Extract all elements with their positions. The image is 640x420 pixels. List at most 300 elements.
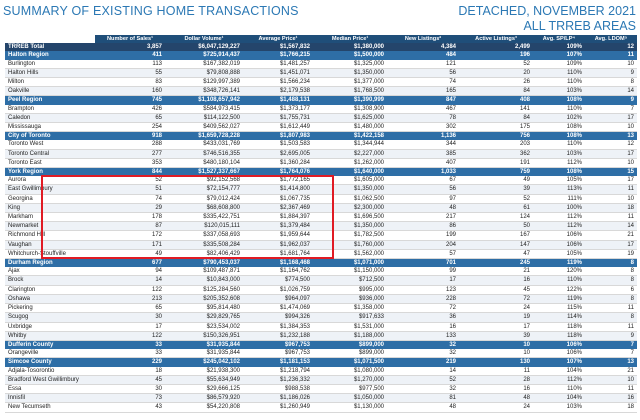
column-header: Avg. LDOM⁵ xyxy=(585,35,637,43)
table-row xyxy=(5,267,637,276)
value-cell: $994,326 xyxy=(243,313,313,322)
total-row xyxy=(5,43,637,51)
value-cell: $977,500 xyxy=(313,384,387,393)
value-cell: 13 xyxy=(585,132,637,141)
table-row xyxy=(5,140,637,149)
value-cell: 30 xyxy=(95,313,165,322)
value-cell: $1,181,153 xyxy=(243,358,313,367)
value-cell: 74 xyxy=(387,78,459,87)
value-cell: 107% xyxy=(533,358,585,367)
value-cell: 8 xyxy=(585,294,637,303)
subtitle-area: ALL TRREB AREAS xyxy=(523,19,636,33)
area-name-cell: Georgina xyxy=(5,194,95,203)
value-cell: 21 xyxy=(585,231,637,240)
value-cell: 4,384 xyxy=(387,43,459,51)
value-cell: $899,000 xyxy=(313,349,387,358)
value-cell: 167 xyxy=(459,231,533,240)
value-cell: 17 xyxy=(585,113,637,122)
value-cell: $1,962,037 xyxy=(243,240,313,249)
area-name-cell: Aurora xyxy=(5,176,95,185)
value-cell: 109% xyxy=(533,43,585,51)
value-cell: $29,829,765 xyxy=(165,313,243,322)
value-cell: $125,284,560 xyxy=(165,285,243,294)
area-name-cell: Brock xyxy=(5,276,95,285)
value-cell: 11 xyxy=(585,304,637,313)
value-cell: 9 xyxy=(585,96,637,105)
value-cell: $1,360,284 xyxy=(243,158,313,167)
value-cell: $1,527,337,667 xyxy=(165,168,243,177)
value-cell: $1,188,000 xyxy=(313,331,387,340)
value-cell: $1,768,500 xyxy=(313,87,387,96)
value-cell: 14 xyxy=(585,87,637,96)
area-name-cell: Milton xyxy=(5,78,95,87)
area-name-cell: Oshawa xyxy=(5,294,95,303)
subtitle-property-type: DETACHED, NOVEMBER 2021 xyxy=(458,4,636,18)
area-name-cell: Vaughan xyxy=(5,240,95,249)
value-cell: 111% xyxy=(533,194,585,203)
value-cell: 120% xyxy=(533,267,585,276)
area-name-cell: TRREB Total xyxy=(5,43,95,51)
value-cell: 107% xyxy=(533,51,585,59)
value-cell: $1,067,735 xyxy=(243,194,313,203)
area-name-cell: Burlington xyxy=(5,60,95,69)
value-cell: $774,500 xyxy=(243,276,313,285)
value-cell: 8 xyxy=(585,259,637,268)
value-cell: $1,050,000 xyxy=(313,394,387,403)
value-cell: 19 xyxy=(585,249,637,258)
region-row xyxy=(5,51,637,59)
region-row xyxy=(5,340,637,349)
value-cell: $1,764,076 xyxy=(243,168,313,177)
value-cell: 109% xyxy=(533,60,585,69)
value-cell: $95,814,480 xyxy=(165,304,243,313)
value-cell: $79,012,424 xyxy=(165,194,243,203)
value-cell: $1,422,158 xyxy=(313,132,387,141)
area-name-cell: City of Toronto xyxy=(5,132,95,141)
value-cell: 13 xyxy=(585,358,637,367)
value-cell: 165 xyxy=(387,87,459,96)
value-cell: 115% xyxy=(533,304,585,313)
value-cell: $1,772,165 xyxy=(243,176,313,185)
value-cell: 47 xyxy=(459,249,533,258)
value-cell: 17 xyxy=(459,322,533,331)
value-cell: 45 xyxy=(95,375,165,384)
region-row xyxy=(5,168,637,177)
value-cell: $1,782,500 xyxy=(313,231,387,240)
value-cell: 49 xyxy=(95,249,165,258)
value-cell: 104% xyxy=(533,394,585,403)
value-cell: $1,625,000 xyxy=(313,113,387,122)
value-cell: 99 xyxy=(387,267,459,276)
value-cell: 11 xyxy=(459,367,533,376)
value-cell: 844 xyxy=(95,168,165,177)
value-cell: $1,807,983 xyxy=(243,132,313,141)
value-cell: $1,150,000 xyxy=(313,267,387,276)
area-name-cell: Dufferin County xyxy=(5,340,95,349)
value-cell: $1,232,188 xyxy=(243,331,313,340)
value-cell: 52 xyxy=(95,176,165,185)
value-cell: 72 xyxy=(459,294,533,303)
value-cell: 112% xyxy=(533,158,585,167)
value-cell: 113 xyxy=(95,60,165,69)
value-cell: $1,755,731 xyxy=(243,113,313,122)
value-cell: 106% xyxy=(533,349,585,358)
value-cell: $1,080,000 xyxy=(313,367,387,376)
value-cell: 50 xyxy=(459,222,533,231)
value-cell: 7 xyxy=(585,105,637,114)
table-row xyxy=(5,113,637,122)
value-cell: $936,000 xyxy=(313,294,387,303)
value-cell: 57 xyxy=(387,249,459,258)
value-cell: 191 xyxy=(459,158,533,167)
report-header xyxy=(0,0,640,34)
value-cell: 51 xyxy=(95,185,165,194)
area-name-cell: Newmarket xyxy=(5,222,95,231)
value-cell: 43 xyxy=(95,403,165,412)
value-cell: $1,325,000 xyxy=(313,60,387,69)
value-cell: 130 xyxy=(459,358,533,367)
value-cell: 12 xyxy=(585,43,637,51)
value-cell: 344 xyxy=(387,140,459,149)
value-cell: 103% xyxy=(533,403,585,412)
value-cell: $335,508,284 xyxy=(165,240,243,249)
value-cell: 52 xyxy=(459,60,533,69)
value-cell: 84 xyxy=(459,87,533,96)
value-cell: $2,367,469 xyxy=(243,203,313,212)
value-cell: $584,973,415 xyxy=(165,105,243,114)
table-row xyxy=(5,403,637,412)
value-cell: 16 xyxy=(459,384,533,393)
area-name-cell: Caledon xyxy=(5,113,95,122)
value-cell: $1,350,000 xyxy=(313,185,387,194)
value-cell: 108% xyxy=(533,96,585,105)
value-cell: 110% xyxy=(533,78,585,87)
value-cell: 119% xyxy=(533,294,585,303)
value-cell: 65 xyxy=(95,304,165,313)
value-cell: 110% xyxy=(533,384,585,393)
value-cell: $1,384,353 xyxy=(243,322,313,331)
area-name-cell: Pickering xyxy=(5,304,95,313)
value-cell: 12 xyxy=(585,140,637,149)
value-cell: $1,481,257 xyxy=(243,60,313,69)
value-cell: 122 xyxy=(95,331,165,340)
value-cell: 178 xyxy=(95,213,165,222)
value-cell: $480,180,104 xyxy=(165,158,243,167)
value-cell: $205,352,608 xyxy=(165,294,243,303)
value-cell: 745 xyxy=(95,96,165,105)
value-cell: 8 xyxy=(585,313,637,322)
value-cell: 199 xyxy=(387,231,459,240)
value-cell: 103% xyxy=(533,149,585,158)
value-cell: 73 xyxy=(95,394,165,403)
value-cell: $899,000 xyxy=(313,340,387,349)
value-cell: $1,766,215 xyxy=(243,51,313,59)
value-cell: $2,300,000 xyxy=(313,203,387,212)
value-cell: 36 xyxy=(387,313,459,322)
value-cell: $1,186,026 xyxy=(243,394,313,403)
value-cell: 56 xyxy=(387,68,459,77)
value-cell: $150,326,951 xyxy=(165,331,243,340)
value-cell: 106% xyxy=(533,240,585,249)
value-cell: 172 xyxy=(95,231,165,240)
value-cell: 81 xyxy=(387,394,459,403)
value-cell: 110% xyxy=(533,68,585,77)
value-cell: 21 xyxy=(585,367,637,376)
region-row xyxy=(5,96,637,105)
value-cell: $1,373,177 xyxy=(243,105,313,114)
value-cell: $1,884,397 xyxy=(243,213,313,222)
value-cell: $1,760,000 xyxy=(313,240,387,249)
value-cell: $433,031,769 xyxy=(165,140,243,149)
value-cell: 160 xyxy=(95,87,165,96)
value-cell: 277 xyxy=(95,149,165,158)
value-cell: $10,843,000 xyxy=(165,276,243,285)
column-header: Dollar Volume¹ xyxy=(165,35,243,43)
value-cell: 16 xyxy=(387,322,459,331)
area-name-cell: Uxbridge xyxy=(5,322,95,331)
value-cell: 408 xyxy=(459,96,533,105)
value-cell: $995,000 xyxy=(313,285,387,294)
report-title: SUMMARY OF EXISTING HOME TRANSACTIONS xyxy=(3,4,299,18)
value-cell: $1,262,000 xyxy=(313,158,387,167)
area-name-cell: Orangeville xyxy=(5,349,95,358)
value-cell: 113% xyxy=(533,185,585,194)
area-name-cell: New Tecumseth xyxy=(5,403,95,412)
value-cell: 48 xyxy=(387,203,459,212)
value-cell: 484 xyxy=(387,51,459,59)
table-row xyxy=(5,304,637,313)
area-name-cell: Clarington xyxy=(5,285,95,294)
value-cell: 84 xyxy=(459,113,533,122)
value-cell: 32 xyxy=(387,340,459,349)
value-cell: 32 xyxy=(387,384,459,393)
region-row xyxy=(5,358,637,367)
area-name-cell: Scugog xyxy=(5,313,95,322)
value-cell: 86 xyxy=(387,222,459,231)
value-cell: 10 xyxy=(585,60,637,69)
table-row xyxy=(5,78,637,87)
value-cell: 1,136 xyxy=(387,132,459,141)
value-cell: $1,503,583 xyxy=(243,140,313,149)
value-cell: $1,474,069 xyxy=(243,304,313,313)
value-cell: $967,753 xyxy=(243,340,313,349)
value-cell: $790,453,037 xyxy=(165,259,243,268)
value-cell: 52 xyxy=(459,194,533,203)
value-cell: $1,567,832 xyxy=(243,43,313,51)
region-row xyxy=(5,259,637,268)
value-cell: 28 xyxy=(459,375,533,384)
value-cell: 11 xyxy=(585,185,637,194)
value-cell: $1,605,000 xyxy=(313,176,387,185)
area-name-cell: Halton Region xyxy=(5,51,95,59)
value-cell: 30 xyxy=(95,384,165,393)
table-row xyxy=(5,240,637,249)
value-cell: 385 xyxy=(387,149,459,158)
value-cell: $1,108,657,942 xyxy=(165,96,243,105)
column-header: Avg. SP/LP⁴ xyxy=(533,35,585,43)
table-row xyxy=(5,68,637,77)
value-cell: 8 xyxy=(585,267,637,276)
value-cell: 7 xyxy=(585,340,637,349)
table-row xyxy=(5,194,637,203)
value-cell: $82,406,429 xyxy=(165,249,243,258)
value-cell: 362 xyxy=(459,149,533,158)
value-cell: 110% xyxy=(533,276,585,285)
table-row xyxy=(5,203,637,212)
area-name-cell: Mississauga xyxy=(5,123,95,132)
value-cell: $1,640,000 xyxy=(313,168,387,177)
value-cell: $1,380,000 xyxy=(313,43,387,51)
value-cell: $1,071,000 xyxy=(313,259,387,268)
value-cell: $23,534,002 xyxy=(165,322,243,331)
area-name-cell: East Gwillimbury xyxy=(5,185,95,194)
value-cell: $409,562,027 xyxy=(165,123,243,132)
value-cell: 10 xyxy=(585,194,637,203)
value-cell: 124 xyxy=(459,213,533,222)
value-cell: $1,130,000 xyxy=(313,403,387,412)
table-row xyxy=(5,285,637,294)
value-cell: $1,379,484 xyxy=(243,222,313,231)
value-cell: $1,500,000 xyxy=(313,51,387,59)
value-cell: 24 xyxy=(459,304,533,313)
value-cell: $1,350,000 xyxy=(313,68,387,77)
value-cell: 52 xyxy=(387,375,459,384)
value-cell: 65 xyxy=(95,113,165,122)
value-cell: 106% xyxy=(533,231,585,240)
area-name-cell: Richmond Hill xyxy=(5,231,95,240)
value-cell: 171 xyxy=(95,240,165,249)
value-cell: 17 xyxy=(95,322,165,331)
value-cell: 407 xyxy=(387,158,459,167)
value-cell: 100% xyxy=(533,203,585,212)
value-cell: 122 xyxy=(95,285,165,294)
value-cell: 245 xyxy=(459,259,533,268)
value-cell: 108% xyxy=(533,168,585,177)
value-cell: $167,382,019 xyxy=(165,60,243,69)
area-name-cell: Adjala-Tosorontio xyxy=(5,367,95,376)
value-cell: 48 xyxy=(387,403,459,412)
value-cell: 17 xyxy=(585,176,637,185)
value-cell: 105% xyxy=(533,176,585,185)
value-cell: 204 xyxy=(387,240,459,249)
value-cell: 118% xyxy=(533,331,585,340)
table-header-row xyxy=(5,35,637,43)
value-cell: 353 xyxy=(95,158,165,167)
value-cell: 39 xyxy=(459,331,533,340)
area-name-cell: Whitchurch-Stouffville xyxy=(5,249,95,258)
table-row xyxy=(5,276,637,285)
value-cell: 9 xyxy=(585,68,637,77)
area-name-cell: York Region xyxy=(5,168,95,177)
value-cell: 39 xyxy=(459,185,533,194)
value-cell: 426 xyxy=(95,105,165,114)
value-cell: $1,659,728,228 xyxy=(165,132,243,141)
value-cell: 56 xyxy=(387,185,459,194)
value-cell: 175 xyxy=(459,123,533,132)
area-name-cell: Markham xyxy=(5,213,95,222)
value-cell: 847 xyxy=(387,96,459,105)
value-cell: $1,308,900 xyxy=(313,105,387,114)
value-cell: $1,236,332 xyxy=(243,375,313,384)
table-row xyxy=(5,105,637,114)
value-cell: 21 xyxy=(459,267,533,276)
column-header xyxy=(5,35,95,43)
value-cell: 20 xyxy=(459,68,533,77)
value-cell: 10 xyxy=(585,158,637,167)
value-cell: 14 xyxy=(387,367,459,376)
value-cell: 16 xyxy=(459,276,533,285)
area-name-cell: Toronto West xyxy=(5,140,95,149)
value-cell: 6 xyxy=(585,285,637,294)
value-cell: 229 xyxy=(95,358,165,367)
area-name-cell: Durham Region xyxy=(5,259,95,268)
value-cell: 16 xyxy=(585,394,637,403)
report-subtitle xyxy=(458,4,636,34)
value-cell: 78 xyxy=(387,113,459,122)
column-header: Number of Sales¹ xyxy=(95,35,165,43)
value-cell: $746,516,355 xyxy=(165,149,243,158)
area-name-cell: Toronto Central xyxy=(5,149,95,158)
value-cell: $1,566,234 xyxy=(243,78,313,87)
value-cell: 677 xyxy=(95,259,165,268)
table-row xyxy=(5,375,637,384)
value-cell: $1,612,449 xyxy=(243,123,313,132)
value-cell: 11 xyxy=(585,51,637,59)
area-name-cell: Toronto East xyxy=(5,158,95,167)
value-cell: 147 xyxy=(459,240,533,249)
value-cell: 7 xyxy=(585,349,637,358)
value-cell: 108% xyxy=(533,132,585,141)
value-cell: $129,997,389 xyxy=(165,78,243,87)
value-cell: $68,608,800 xyxy=(165,203,243,212)
value-cell: 74 xyxy=(95,194,165,203)
value-cell: 759 xyxy=(459,168,533,177)
value-cell: $1,218,794 xyxy=(243,367,313,376)
table-row xyxy=(5,249,637,258)
value-cell: $31,935,844 xyxy=(165,340,243,349)
value-cell: 33 xyxy=(95,340,165,349)
table-row xyxy=(5,294,637,303)
value-cell: 11 xyxy=(585,384,637,393)
table-row xyxy=(5,87,637,96)
column-header: New Listings² xyxy=(387,35,459,43)
value-cell: $1,260,949 xyxy=(243,403,313,412)
value-cell: 112% xyxy=(533,375,585,384)
region-row xyxy=(5,132,637,141)
table-body xyxy=(5,43,637,412)
value-cell: 112% xyxy=(533,213,585,222)
value-cell: $725,914,437 xyxy=(165,51,243,59)
value-cell: 108% xyxy=(533,123,585,132)
table-row xyxy=(5,185,637,194)
table-row xyxy=(5,176,637,185)
value-cell: $245,042,102 xyxy=(165,358,243,367)
table-row xyxy=(5,149,637,158)
area-name-cell: King xyxy=(5,203,95,212)
value-cell: 102% xyxy=(533,113,585,122)
value-cell: 118% xyxy=(533,322,585,331)
area-name-cell: Simcoe County xyxy=(5,358,95,367)
value-cell: 112% xyxy=(533,222,585,231)
value-cell: 110% xyxy=(533,140,585,149)
value-cell: 756 xyxy=(459,132,533,141)
value-cell: 29 xyxy=(95,203,165,212)
value-cell: $72,154,777 xyxy=(165,185,243,194)
value-cell: 196 xyxy=(459,51,533,59)
transactions-table xyxy=(5,35,637,413)
value-cell: 48 xyxy=(459,394,533,403)
value-cell: 18 xyxy=(585,403,637,412)
